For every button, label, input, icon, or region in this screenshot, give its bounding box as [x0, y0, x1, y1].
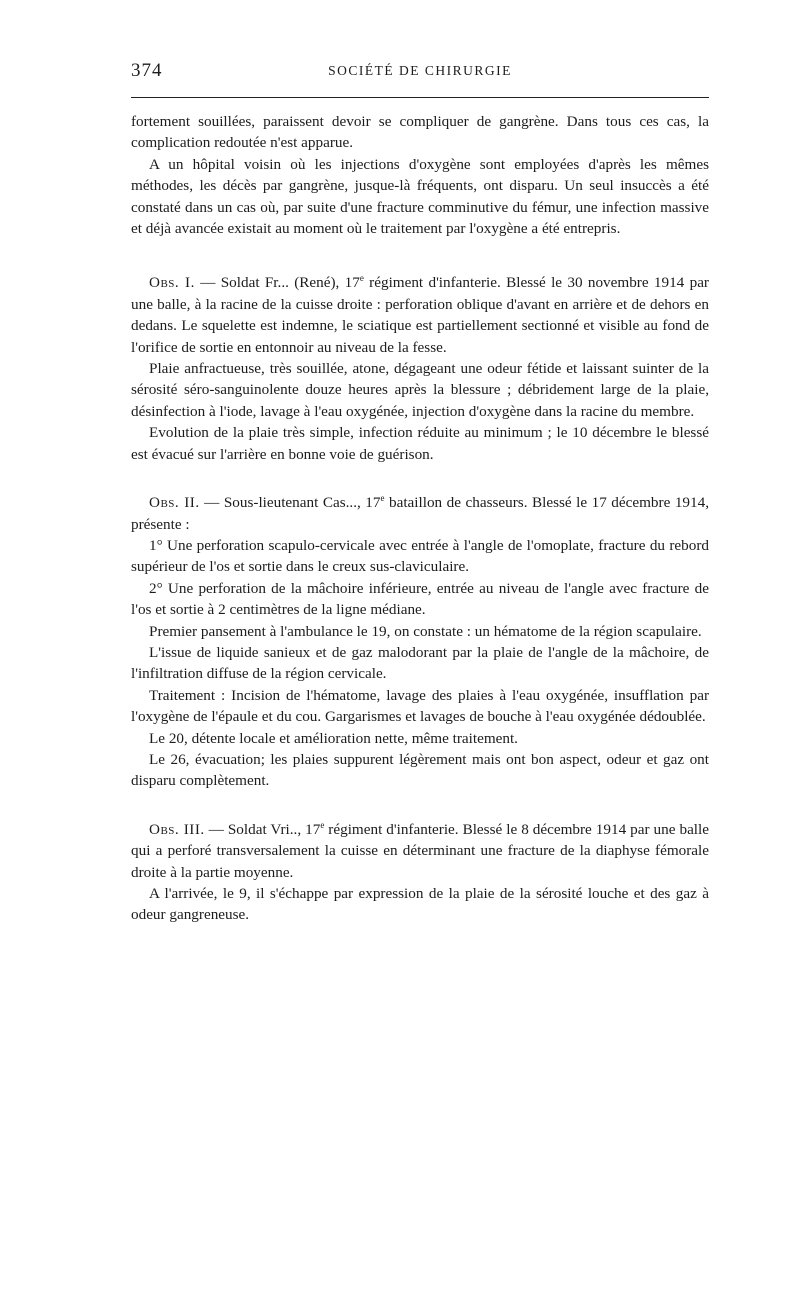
- ordinal-superscript: e: [359, 273, 364, 284]
- observation-label: Obs. III.: [149, 820, 205, 838]
- paragraph: L'issue de liquide sanieux et de gaz malodorant par la plaie de l'angle de la mâchoire, de l'infiltration diffuse de la région cervicale.: [131, 643, 709, 683]
- body-text: [131, 111, 709, 926]
- page-header: [131, 60, 709, 82]
- paragraph: A l'arrivée, le 9, il s'échappe par expression de la plaie de la sérosité louche et des gaz à odeur gangreneuse.: [131, 885, 709, 924]
- observation-text: — Soldat Fr... (René), 17: [194, 274, 360, 292]
- paragraph-continued: fortement souillées, paraissent devoir se compliquer de gangrène. Dans tous ces cas, la complication redoutée n'est apparue.: [131, 113, 709, 152]
- paragraph: 1° Une perforation scapulo-cervicale avec entrée à l'angle de l'omoplate, fracture du rebord supérieur de l'os et sortie dans le creux sus-claviculaire.: [131, 536, 709, 576]
- paragraph: Plaie anfractueuse, très souillée, atone, dégageant une odeur fétide et laissant suinter de la sérosité séro-sanguinolente douze heures après la blessure ; débridement large de la plaie, désinfection à l'iode, lavage à l'eau oxygénée, injection d'oxygène dans la racine du membre.: [131, 360, 709, 420]
- observation-2-intro: [131, 492, 709, 535]
- observation-text: — Sous-lieutenant Cas..., 17: [199, 494, 381, 512]
- paragraph: Le 20, détente locale et amélioration nette, même traitement.: [149, 729, 518, 747]
- page-number: 374: [131, 60, 163, 81]
- ordinal-superscript: e: [320, 819, 325, 830]
- observation-text: bataillon de chasseurs. Blessé le 17 décembre 1914, présente :: [131, 494, 710, 533]
- paragraph: Premier pansement à l'ambulance le 19, on constate : un hématome de la région scapulaire.: [149, 622, 702, 640]
- observation-label: Obs. I.: [149, 274, 195, 292]
- observation-text: régiment d'infanterie. Blessé le 8 décembre 1914 par une balle qui a perforé transversalement la cuisse en déterminant une fracture de la diaphyse fémorale droite à la partie moyenne.: [131, 820, 709, 881]
- running-title: SOCIÉTÉ DE CHIRURGIE: [328, 63, 512, 78]
- paragraph: A un hôpital voisin où les injections d'oxygène sont employées d'après les mêmes méthodes, les décès par gangrène, jusque-là fréquents, ont disparu. Un seul insuccès a été constaté dans un cas où, par suite d'une fracture comminutive du fémur, une infection massive et déjà avancée existait au moment où le traitement par l'oxygène a été entrepris.: [131, 155, 709, 238]
- paragraph: Le 26, évacuation; les plaies suppurent légèrement mais ont bon aspect, odeur et gaz ont disparu complètement.: [131, 750, 709, 790]
- header-rule: [131, 97, 709, 98]
- observation-1-intro: [131, 272, 709, 358]
- observation-text: régiment d'infanterie. Blessé le 30 novembre 1914 par une balle, à la racine de la cuisse droite : perforation oblique d'avant en arrière et de dehors en dedans. Le squelette est indemne, le sciatique est partiellement sectionné et visible au fond de l'orifice de sortie en entonnoir au niveau de la fesse.: [131, 274, 709, 356]
- observation-3-intro: [131, 819, 709, 883]
- paragraph: Evolution de la plaie très simple, infection réduite au minimum ; le 10 décembre le blessé est évacué sur l'arrière en bonne voie de guérison.: [131, 424, 709, 463]
- observation-label: Obs. II.: [149, 494, 200, 512]
- observation-text: — Soldat Vri.., 17: [204, 820, 321, 838]
- paragraph: Traitement : Incision de l'hématome, lavage des plaies à l'eau oxygénée, insufflation par l'oxygène de l'épaule et du cou. Gargarismes et lavages de bouche à l'eau oxygénée dédoublée.: [131, 686, 709, 726]
- ordinal-superscript: e: [380, 493, 385, 504]
- paragraph: 2° Une perforation de la mâchoire inférieure, entrée au niveau de l'angle avec fracture de l'os et sortie à 2 centimètres de la ligne médiane.: [131, 579, 709, 619]
